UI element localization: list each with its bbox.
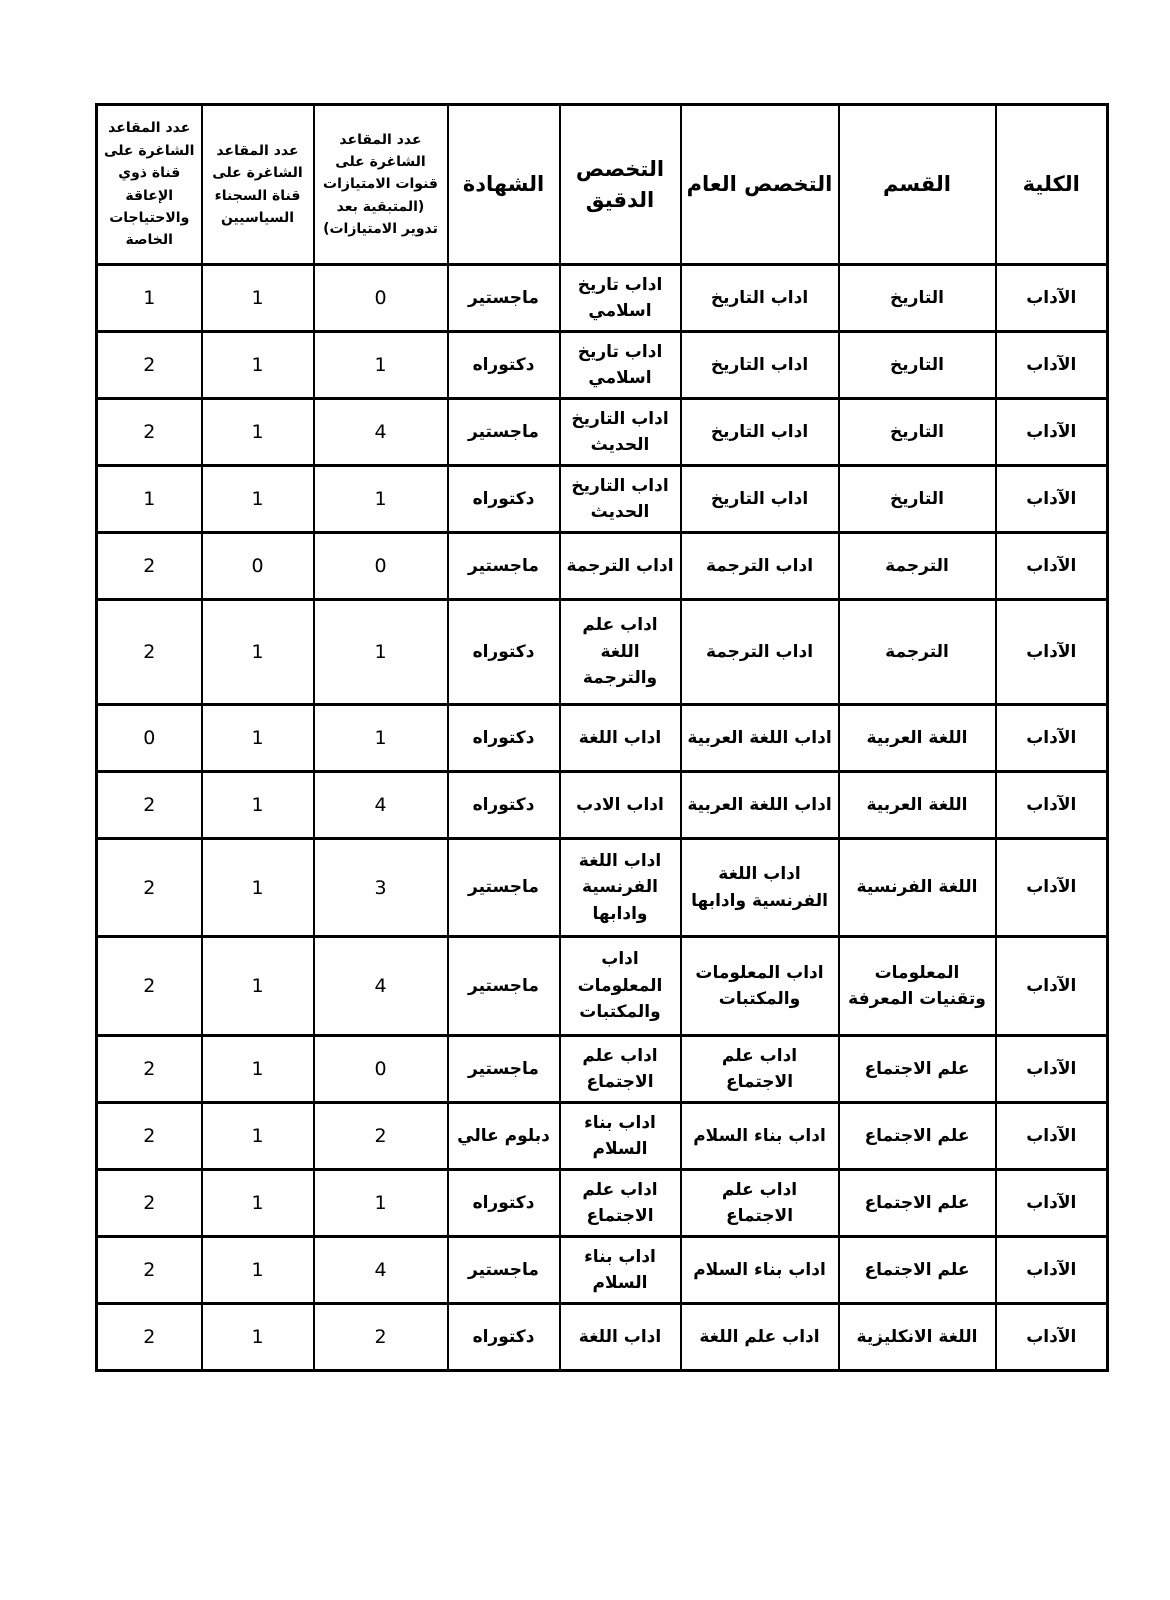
cell-college: الآداب — [996, 399, 1108, 466]
cell-general-specialty: اداب علم الاجتماع — [681, 1036, 839, 1103]
cell-precise-specialty: اداب المعلومات والمكتبات — [560, 937, 681, 1036]
cell-department: الترجمة — [839, 600, 996, 705]
cell-privilege-channel-seats: 2 — [314, 1103, 448, 1170]
cell-precise-specialty: اداب التاريخ الحديث — [560, 466, 681, 533]
cell-department: اللغة العربية — [839, 772, 996, 839]
cell-disability-channel-seats: 2 — [97, 399, 202, 466]
cell-department: اللغة الفرنسية — [839, 839, 996, 937]
cell-department: علم الاجتماع — [839, 1036, 996, 1103]
cell-department: اللغة العربية — [839, 705, 996, 772]
cell-department: علم الاجتماع — [839, 1103, 996, 1170]
cell-general-specialty: اداب علم الاجتماع — [681, 1170, 839, 1237]
cell-college: الآداب — [996, 839, 1108, 937]
cell-college: الآداب — [996, 1170, 1108, 1237]
cell-general-specialty: اداب التاريخ — [681, 332, 839, 399]
cell-political-prisoner-seats: 1 — [202, 1237, 314, 1304]
cell-degree: ماجستير — [448, 937, 560, 1036]
table-body — [97, 265, 1108, 1371]
table-row — [97, 1103, 1108, 1170]
cell-disability-channel-seats: 2 — [97, 600, 202, 705]
cell-degree: ماجستير — [448, 265, 560, 332]
cell-degree: دكتوراه — [448, 1170, 560, 1237]
cell-general-specialty: اداب الترجمة — [681, 533, 839, 600]
vacant-seats-table — [95, 103, 1109, 1372]
table-row — [97, 772, 1108, 839]
cell-privilege-channel-seats: 4 — [314, 399, 448, 466]
cell-degree: دكتوراه — [448, 600, 560, 705]
table-row — [97, 533, 1108, 600]
cell-degree: ماجستير — [448, 839, 560, 937]
cell-privilege-channel-seats: 4 — [314, 1237, 448, 1304]
cell-department: اللغة الانكليزية — [839, 1304, 996, 1371]
cell-disability-channel-seats: 2 — [97, 839, 202, 937]
table-row — [97, 1237, 1108, 1304]
cell-department: التاريخ — [839, 265, 996, 332]
cell-disability-channel-seats: 2 — [97, 1237, 202, 1304]
cell-political-prisoner-seats: 1 — [202, 937, 314, 1036]
table-row — [97, 839, 1108, 937]
cell-college: الآداب — [996, 1036, 1108, 1103]
cell-degree: دكتوراه — [448, 1304, 560, 1371]
cell-precise-specialty: اداب الترجمة — [560, 533, 681, 600]
cell-political-prisoner-seats: 1 — [202, 466, 314, 533]
cell-degree: دكتوراه — [448, 466, 560, 533]
cell-political-prisoner-seats: 1 — [202, 399, 314, 466]
cell-degree: ماجستير — [448, 1237, 560, 1304]
cell-precise-specialty: اداب الادب — [560, 772, 681, 839]
cell-college: الآداب — [996, 1304, 1108, 1371]
cell-political-prisoner-seats: 1 — [202, 1170, 314, 1237]
cell-disability-channel-seats: 2 — [97, 1036, 202, 1103]
cell-disability-channel-seats: 2 — [97, 937, 202, 1036]
cell-degree: ماجستير — [448, 399, 560, 466]
cell-privilege-channel-seats: 4 — [314, 772, 448, 839]
cell-department: التاريخ — [839, 466, 996, 533]
cell-general-specialty: اداب اللغة العربية — [681, 705, 839, 772]
cell-college: الآداب — [996, 1103, 1108, 1170]
cell-degree: دبلوم عالي — [448, 1103, 560, 1170]
cell-department: التاريخ — [839, 332, 996, 399]
table-row — [97, 705, 1108, 772]
cell-college: الآداب — [996, 772, 1108, 839]
cell-political-prisoner-seats: 1 — [202, 600, 314, 705]
table-header — [97, 105, 1108, 265]
cell-disability-channel-seats: 2 — [97, 1304, 202, 1371]
cell-privilege-channel-seats: 1 — [314, 705, 448, 772]
cell-privilege-channel-seats: 2 — [314, 1304, 448, 1371]
cell-privilege-channel-seats: 1 — [314, 466, 448, 533]
cell-privilege-channel-seats: 3 — [314, 839, 448, 937]
cell-disability-channel-seats: 2 — [97, 533, 202, 600]
column-header-privilege-channel-seats: عدد المقاعد الشاغرة على قنوات الامتيازات (المتبقية بعد تدوير الامتيازات) — [314, 105, 448, 265]
column-header-college: الكلية — [996, 105, 1108, 265]
cell-political-prisoner-seats: 1 — [202, 1103, 314, 1170]
cell-disability-channel-seats: 2 — [97, 1103, 202, 1170]
cell-general-specialty: اداب المعلومات والمكتبات — [681, 937, 839, 1036]
cell-general-specialty: اداب اللغة العربية — [681, 772, 839, 839]
cell-privilege-channel-seats: 0 — [314, 1036, 448, 1103]
cell-precise-specialty: اداب اللغة — [560, 1304, 681, 1371]
cell-privilege-channel-seats: 0 — [314, 265, 448, 332]
cell-general-specialty: اداب علم اللغة — [681, 1304, 839, 1371]
cell-disability-channel-seats: 2 — [97, 772, 202, 839]
cell-precise-specialty: اداب علم الاجتماع — [560, 1036, 681, 1103]
cell-general-specialty: اداب التاريخ — [681, 466, 839, 533]
cell-precise-specialty: اداب بناء السلام — [560, 1237, 681, 1304]
cell-privilege-channel-seats: 0 — [314, 533, 448, 600]
column-header-precise-specialty: التخصص الدقيق — [560, 105, 681, 265]
cell-precise-specialty: اداب اللغة الفرنسية وادابها — [560, 839, 681, 937]
table-row — [97, 332, 1108, 399]
cell-college: الآداب — [996, 1237, 1108, 1304]
cell-degree: ماجستير — [448, 1036, 560, 1103]
cell-precise-specialty: اداب تاريخ اسلامي — [560, 332, 681, 399]
table-row — [97, 399, 1108, 466]
cell-privilege-channel-seats: 4 — [314, 937, 448, 1036]
table-row — [97, 1304, 1108, 1371]
cell-department: التاريخ — [839, 399, 996, 466]
cell-general-specialty: اداب بناء السلام — [681, 1103, 839, 1170]
cell-political-prisoner-seats: 1 — [202, 1036, 314, 1103]
cell-privilege-channel-seats: 1 — [314, 1170, 448, 1237]
cell-political-prisoner-seats: 1 — [202, 332, 314, 399]
cell-precise-specialty: اداب علم اللغة والترجمة — [560, 600, 681, 705]
column-header-disability-channel-seats: عدد المقاعد الشاغرة على قناة ذوي الإعاقة والاحتياجات الخاصة — [97, 105, 202, 265]
cell-department: المعلومات وتقنيات المعرفة — [839, 937, 996, 1036]
header-row — [97, 105, 1108, 265]
cell-disability-channel-seats: 1 — [97, 265, 202, 332]
cell-general-specialty: اداب اللغة الفرنسية وادابها — [681, 839, 839, 937]
cell-privilege-channel-seats: 1 — [314, 600, 448, 705]
cell-political-prisoner-seats: 1 — [202, 705, 314, 772]
cell-political-prisoner-seats: 1 — [202, 839, 314, 937]
cell-precise-specialty: اداب بناء السلام — [560, 1103, 681, 1170]
cell-college: الآداب — [996, 466, 1108, 533]
column-header-political-prisoner-seats: عدد المقاعد الشاغرة على قناة السجناء السياسيين — [202, 105, 314, 265]
cell-degree: دكتوراه — [448, 705, 560, 772]
cell-precise-specialty: اداب تاريخ اسلامي — [560, 265, 681, 332]
cell-college: الآداب — [996, 332, 1108, 399]
cell-degree: دكتوراه — [448, 332, 560, 399]
cell-general-specialty: اداب الترجمة — [681, 600, 839, 705]
column-header-general-specialty: التخصص العام — [681, 105, 839, 265]
cell-precise-specialty: اداب اللغة — [560, 705, 681, 772]
cell-degree: ماجستير — [448, 533, 560, 600]
cell-degree: دكتوراه — [448, 772, 560, 839]
cell-political-prisoner-seats: 0 — [202, 533, 314, 600]
cell-college: الآداب — [996, 705, 1108, 772]
table-row — [97, 1170, 1108, 1237]
cell-precise-specialty: اداب التاريخ الحديث — [560, 399, 681, 466]
cell-college: الآداب — [996, 937, 1108, 1036]
cell-political-prisoner-seats: 1 — [202, 772, 314, 839]
cell-disability-channel-seats: 0 — [97, 705, 202, 772]
column-header-department: القسم — [839, 105, 996, 265]
table-row — [97, 600, 1108, 705]
table-row — [97, 466, 1108, 533]
column-header-degree: الشهادة — [448, 105, 560, 265]
cell-disability-channel-seats: 2 — [97, 1170, 202, 1237]
cell-department: الترجمة — [839, 533, 996, 600]
cell-general-specialty: اداب التاريخ — [681, 265, 839, 332]
cell-political-prisoner-seats: 1 — [202, 265, 314, 332]
cell-general-specialty: اداب التاريخ — [681, 399, 839, 466]
cell-college: الآداب — [996, 533, 1108, 600]
cell-general-specialty: اداب بناء السلام — [681, 1237, 839, 1304]
cell-privilege-channel-seats: 1 — [314, 332, 448, 399]
cell-department: علم الاجتماع — [839, 1237, 996, 1304]
cell-college: الآداب — [996, 265, 1108, 332]
table-row — [97, 937, 1108, 1036]
table-row — [97, 265, 1108, 332]
cell-department: علم الاجتماع — [839, 1170, 996, 1237]
table-row — [97, 1036, 1108, 1103]
cell-precise-specialty: اداب علم الاجتماع — [560, 1170, 681, 1237]
cell-college: الآداب — [996, 600, 1108, 705]
cell-disability-channel-seats: 2 — [97, 332, 202, 399]
cell-disability-channel-seats: 1 — [97, 466, 202, 533]
cell-political-prisoner-seats: 1 — [202, 1304, 314, 1371]
